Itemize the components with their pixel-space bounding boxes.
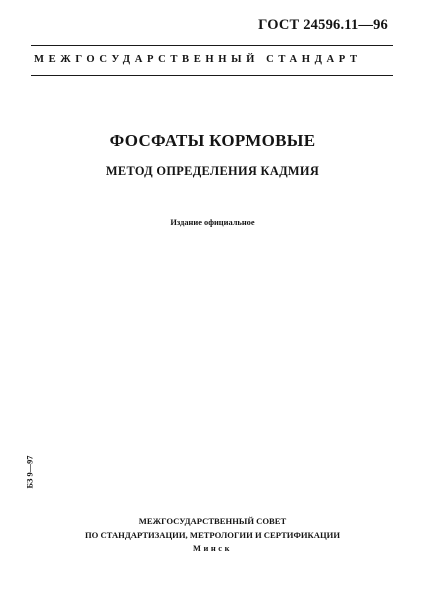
bottom-rule-line — [31, 75, 393, 76]
top-rule-line — [31, 45, 393, 46]
document-title: ФОСФАТЫ КОРМОВЫЕ — [109, 131, 316, 150]
edition-note: Издание официальное — [170, 218, 255, 227]
standard-number: ГОСТ 24596.11—96 — [258, 17, 388, 33]
publication-city: Минск — [192, 544, 233, 553]
publisher-line-2: ПО СТАНДАРТИЗАЦИИ, МЕТРОЛОГИИ И СЕРТИФИКАЦИИ — [84, 530, 341, 540]
publisher-line-1: МЕЖГОСУДАРСТВЕННЫЙ СОВЕТ — [138, 516, 287, 526]
catalog-code: БЗ 9—97 — [25, 455, 35, 489]
standard-category-label: МЕЖГОСУДАРСТВЕННЫЙ СТАНДАРТ — [34, 54, 362, 65]
document-subtitle: МЕТОД ОПРЕДЕЛЕНИЯ КАДМИЯ — [105, 164, 320, 178]
